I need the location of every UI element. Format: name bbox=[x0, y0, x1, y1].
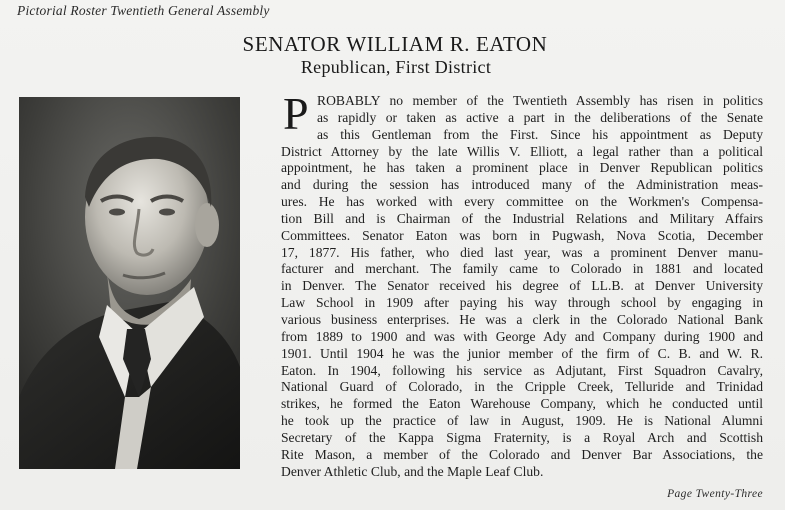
text-line: Rite Mason, a member of the Colorado and Denver Bar Associations, the bbox=[281, 446, 763, 462]
text-line: Eaton. In 1904, following his service as Adjutant, First Squadron Cavalry, bbox=[281, 362, 763, 378]
text-line: appointment, he has taken a prominent place in Denver Republican politics bbox=[281, 160, 763, 176]
text-line: he took up the practice of law in August, 1909. He is National Alumni bbox=[281, 413, 763, 429]
text-line: various business enterprises. He was a clerk in the Colorado National Bank bbox=[281, 311, 763, 327]
drop-cap: P bbox=[283, 88, 309, 139]
text-line: 1901. Until 1904 he was the junior member of the firm of C. B. and W. R. bbox=[281, 345, 763, 361]
running-head: Pictorial Roster Twentieth General Assembly bbox=[17, 3, 270, 18]
text-line: National Guard of Colorado, in the Cripple Creek, Telluride and Trinidad bbox=[281, 379, 763, 395]
text-line: Committees. Senator Eaton was born in Pugwash, Nova Scotia, December bbox=[281, 227, 763, 243]
text-line: Law School in 1909 after paying his way through school by engaging in bbox=[281, 295, 763, 311]
portrait-photo bbox=[19, 97, 240, 469]
text-line: Secretary of the Kappa Sigma Fraternity, is a Royal Arch and Scottish bbox=[281, 429, 763, 445]
text-line: Denver Athletic Club, and the Maple Leaf Club. bbox=[281, 463, 544, 479]
text-line: tion Bill and is Chairman of the Industrial Relations and Military Affairs bbox=[281, 210, 763, 226]
text-line: facturer and merchant. The family came to Colorado in 1881 and located bbox=[281, 261, 763, 277]
text-line: strikes, he formed the Eaton Warehouse Company, which he conducted until bbox=[281, 396, 763, 412]
text-line: in Denver. The Senator received his degree of LL.B. at Denver University bbox=[281, 278, 763, 294]
portrait-illustration bbox=[19, 97, 240, 469]
text-line: as this Gentleman from the First. Since his appointment as Deputy bbox=[317, 126, 763, 142]
text-line: ures. He has worked with every committee on the Workmen's Compensa- bbox=[281, 194, 763, 210]
text-line: and during the session has introduced many of the Administration meas- bbox=[281, 177, 763, 193]
page-number: Page Twenty-Three bbox=[667, 488, 763, 500]
text-line: as rapidly or taken as active a part in the deliberations of the Senate bbox=[317, 109, 763, 125]
text-line: 17, 1877. His father, who died last year, was a prominent Denver manu- bbox=[281, 244, 763, 260]
text-line: from 1889 to 1900 and was with George Ady and Company during 1900 and bbox=[281, 328, 763, 344]
page-subtitle: Republican, First District bbox=[300, 57, 492, 77]
text-line: ROBABLY no member of the Twentieth Assembly has risen in politics bbox=[317, 93, 763, 108]
biography-text bbox=[281, 88, 763, 480]
page-title: SENATOR WILLIAM R. EATON bbox=[242, 32, 548, 56]
text-line: District Attorney by the late Willis V. Elliott, a legal rather than a political bbox=[281, 143, 763, 159]
